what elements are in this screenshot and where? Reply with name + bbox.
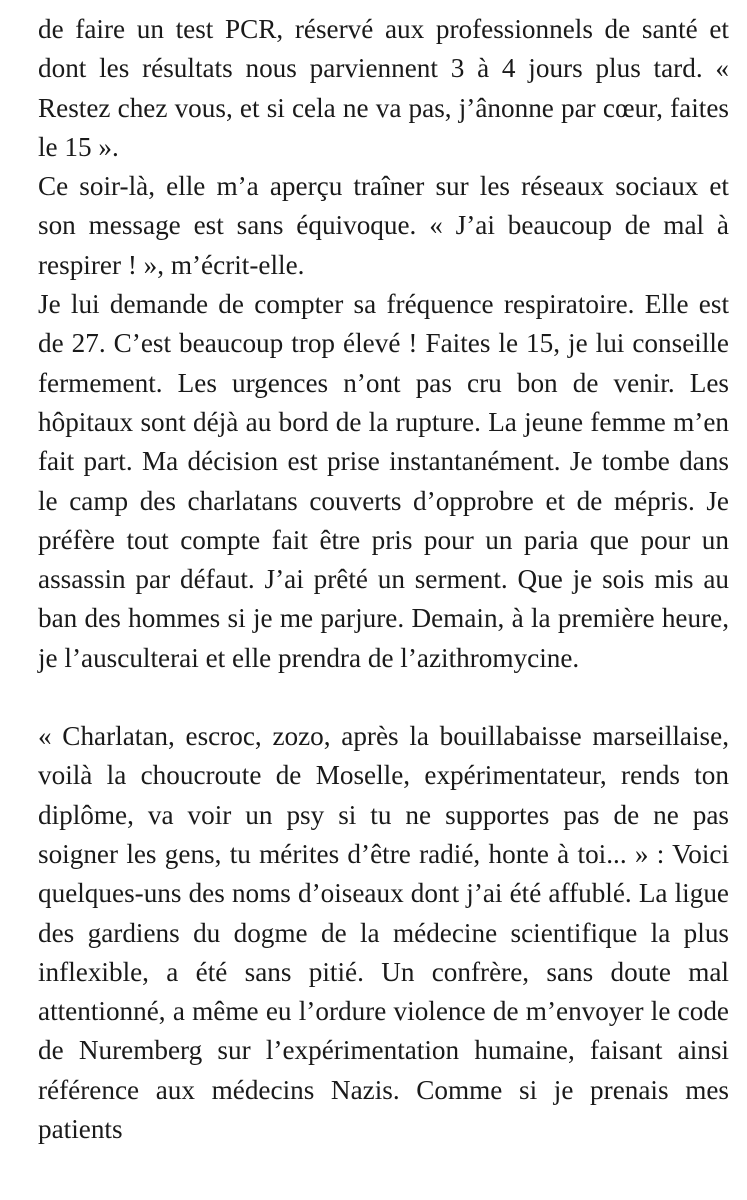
- paragraph-spacer: [38, 678, 729, 717]
- paragraph-pcr-test: de faire un test PCR, réservé aux professionnels de santé et dont les résultats nous parviennent 3 à 4 jours plus tard. « Restez chez vous, et si cela ne va pas, j’ânonne par cœur, faites le 15 ».: [38, 14, 729, 162]
- paragraph-evening-message: Ce soir-là, elle m’a aperçu traîner sur les réseaux sociaux et son message est sans équivoque. « J’ai beaucoup de mal à respirer ! », m’écrit-elle.: [38, 171, 729, 280]
- paragraph-insults: « Charlatan, escroc, zozo, après la bouillabaisse marseillaise, voilà la choucroute de Moselle, expérimentateur, rends ton diplôme, va voir un psy si tu ne supportes pas de ne pas soigner les gens, tu mérites d’être radié, honte à toi... » : Voici quelques-uns des noms d’oiseaux dont j’ai été affublé. La ligue des gardiens du dogme de la médecine scientifique la plus inflexible, a été sans pitié. Un confrère, sans doute mal attentionné, a même eu l’ordure violence de m’envoyer le code de Nuremberg sur l’expérimentation humaine, faisant ainsi référence aux médecins Nazis. Comme si je prenais mes patients: [38, 721, 729, 1145]
- paragraph-decision: Je lui demande de compter sa fréquence respiratoire. Elle est de 27. C’est beaucoup trop élevé ! Faites le 15, je lui conseille fermement. Les urgences n’ont pas cru bon de venir. Les hôpitaux sont déjà au bord de la rupture. La jeune femme m’en fait part. Ma décision est prise instantanément. Je tombe dans le camp des charlatans couverts d’opprobre et de mépris. Je préfère tout compte fait être pris pour un paria que pour un assassin par défaut. J’ai prêté un serment. Que je sois mis au ban des hommes si je me parjure. Demain, à la première heure, je l’ausculterai et elle prendra de l’azithromycine.: [38, 289, 729, 673]
- document-page: [38, 10, 729, 1149]
